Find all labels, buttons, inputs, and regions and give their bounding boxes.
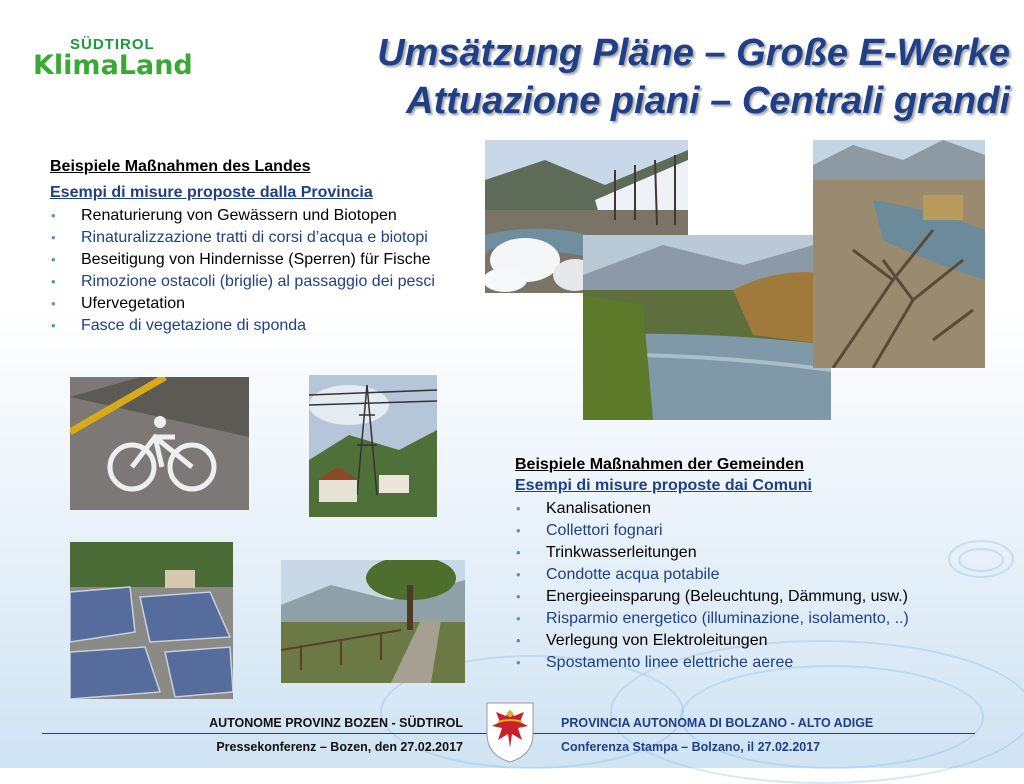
list-item: • Collettori fognari	[515, 520, 909, 542]
list-item: • Rimozione ostacoli (briglie) al passaggio dei pesci	[50, 271, 435, 293]
riverbed-deadwood-photo	[813, 140, 985, 368]
bicycle-lane-photo	[70, 377, 249, 510]
list-item: • Verlegung von Elektroleitungen	[515, 630, 909, 652]
list-item: • Kanalisationen	[515, 498, 909, 520]
footer-event-german: Pressekonferenz – Bozen, den 27.02.2017	[216, 740, 463, 754]
province-heading-german: Beispiele Maßnahmen des Landes	[50, 158, 311, 175]
list-item: • Fasce di vegetazione di sponda	[50, 315, 435, 337]
list-item: • Condotte acqua potabile	[515, 564, 909, 586]
municipal-heading-german: Beispiele Maßnahmen der Gemeinden	[515, 456, 804, 473]
province-measures-list	[50, 205, 435, 337]
footer-org-italian: PROVINCIA AUTONOMA DI BOLZANO - ALTO ADIGE	[561, 716, 874, 730]
list-item: • Renaturierung von Gewässern und Biotopen	[50, 205, 435, 227]
slide-title-italian: Attuazione piani – Centrali grandi	[406, 80, 1010, 122]
slide-title-german: Umsätzung Pläne – Große E-Werke	[377, 32, 1010, 74]
municipal-measures-list	[515, 498, 909, 674]
province-heading-italian: Esempi di misure proposte dalla Provincia	[50, 184, 373, 201]
logo-top-text: SÜDTIROL	[70, 36, 155, 53]
municipal-heading-italian: Esempi di misure proposte dai Comuni	[515, 477, 812, 494]
list-item: • Ufervegetation	[50, 293, 435, 315]
municipal-measures-section	[515, 454, 909, 674]
south-tyrol-coat-of-arms-icon	[484, 700, 536, 764]
list-item: • Energieeinsparung (Beleuchtung, Dämmung, usw.)	[515, 586, 909, 608]
riverside-footpath-photo	[281, 560, 465, 683]
footer-org-german: AUTONOME PROVINZ BOZEN - SÜDTIROL	[209, 716, 463, 730]
solar-panels-photo	[70, 542, 233, 699]
list-item: • Rinaturalizzazione tratti di corsi d’acqua e biotopi	[50, 227, 435, 249]
power-line-village-photo	[309, 375, 437, 517]
list-item: • Trinkwasserleitungen	[515, 542, 909, 564]
list-item: • Risparmio energetico (illuminazione, isolamento, ..)	[515, 608, 909, 630]
footer-event-italian: Conferenza Stampa – Bolzano, il 27.02.2017	[561, 740, 821, 754]
province-measures-section	[50, 156, 435, 337]
river-autumn-photo	[583, 235, 831, 420]
list-item: • Beseitigung von Hindernisse (Sperren) für Fische	[50, 249, 435, 271]
logo-main-text: KlimaLand	[33, 50, 193, 81]
list-item: • Spostamento linee elettriche aeree	[515, 652, 909, 674]
